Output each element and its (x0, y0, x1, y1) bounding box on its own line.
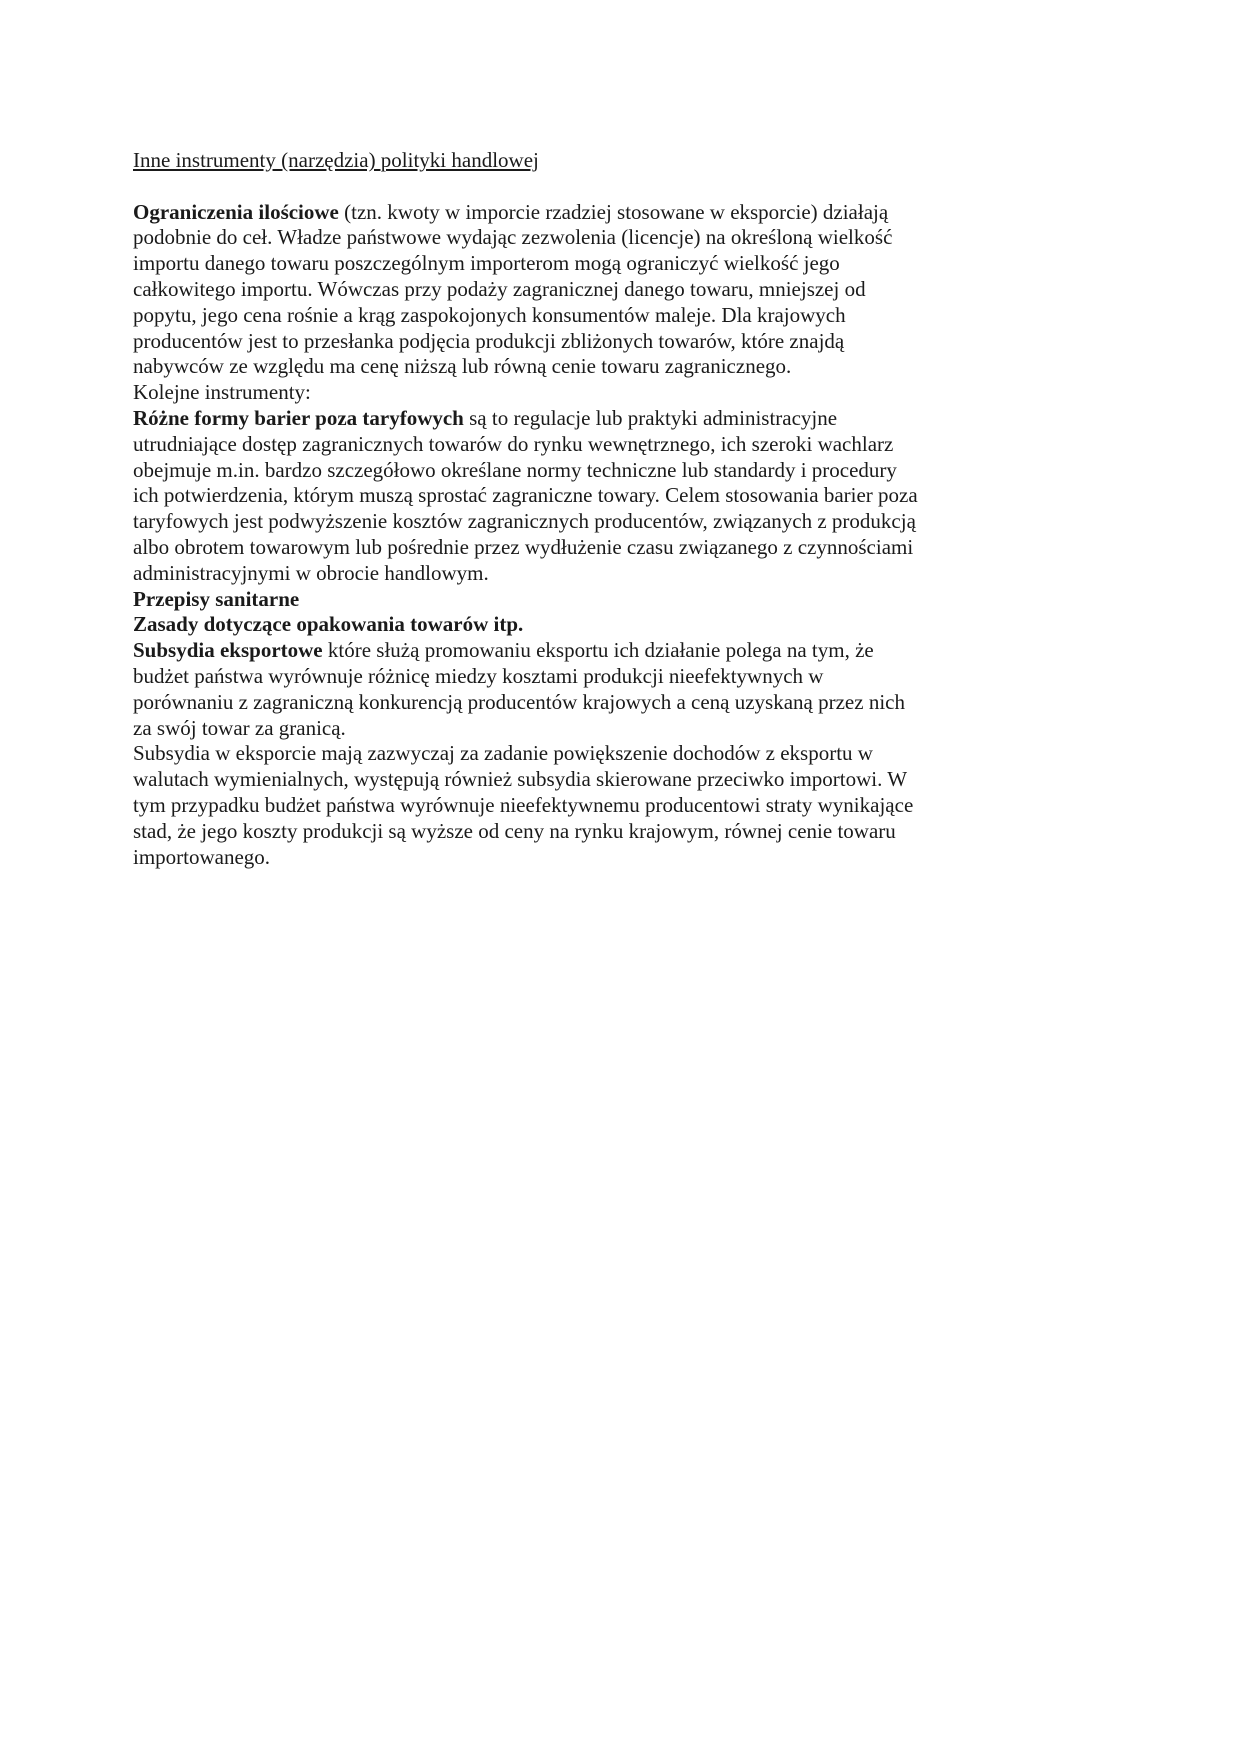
term-ograniczenia-ilosciowe: Ograniczenia ilościowe (133, 199, 339, 224)
paragraph-subsydia-w-eksporcie: Subsydia w eksporcie mają zazwyczaj za zadanie powiększenie dochodów z eksportu w walutach wymienialnych, występują również subsydia skierowane przeciwko importowi. W tym przypadku budżet państwa wyrównuje nieefektywnemu producentowi straty wynikające stad, że jego koszty produkcji są wyższe od ceny na rynku krajowym, równej cenie towaru importowanego. (133, 741, 914, 869)
paragraph-bariery: Różne formy barier poza taryfowych są to regulacje lub praktyki administracyjne utrudniające dostęp zagranicznych towarów do rynku wewnętrznego, ich szeroki wachlarz obejmuje m.in. bardzo szczegółowo określane normy techniczne lub standardy i procedury ich potwierdzenia, którym muszą sprostać zagraniczne towary. Celem stosowania barier poza taryfowych jest podwyższenie kosztów zagranicznych producentów, związanych z produkcją albo obrotem towarowym lub pośrednie przez wydłużenie czasu związanego z czynnościami administracyjnymi w obrocie handlowym. (133, 405, 918, 585)
document-title: Inne instrumenty (narzędzia) polityki handlowej (133, 148, 539, 172)
document-body (133, 148, 993, 870)
paragraph-subsydia-eksportowe: Subsydia eksportowe które służą promowaniu eksportu ich działanie polega na tym, że budżet państwa wyrównuje różnicę miedzy kosztami produkcji nieefektywnych w porównaniu z zagraniczną konkurencją producentów krajowych a ceną uzyskaną przez nich za swój towar za granicą. (133, 638, 905, 740)
term-bariery-pozataryfowe: Różne formy barier poza taryfowych (133, 405, 464, 430)
term-subsydia-eksportowe: Subsydia eksportowe (133, 638, 323, 663)
heading-przepisy-sanitarne: Przepisy sanitarne (133, 586, 300, 611)
heading-zasady-opakowania: Zasady dotyczące opakowania towarów itp. (133, 612, 524, 637)
kolejne-instrumenty-label: Kolejne instrumenty: (133, 380, 311, 405)
paragraph-ograniczenia: Ograniczenia ilościowe (tzn. kwoty w imporcie rzadziej stosowane w eksporcie) działają podobnie do ceł. Władze państwowe wydając zezwolenia (licencje) na określoną wielkość importu danego towaru poszczególnym importerom mogą ograniczyć wielkość jego całkowitego importu. Wówczas przy podaży zagranicznej danego towaru, mniejszej od popytu, jego cena rośnie a krąg zaspokojonych konsumentów maleje. Dla krajowych producentów jest to przesłanka podjęcia produkcji zbliżonych towarów, które znajdą nabywców ze względu ma cenę niższą lub równą cenie towaru zagranicznego. (133, 199, 893, 379)
